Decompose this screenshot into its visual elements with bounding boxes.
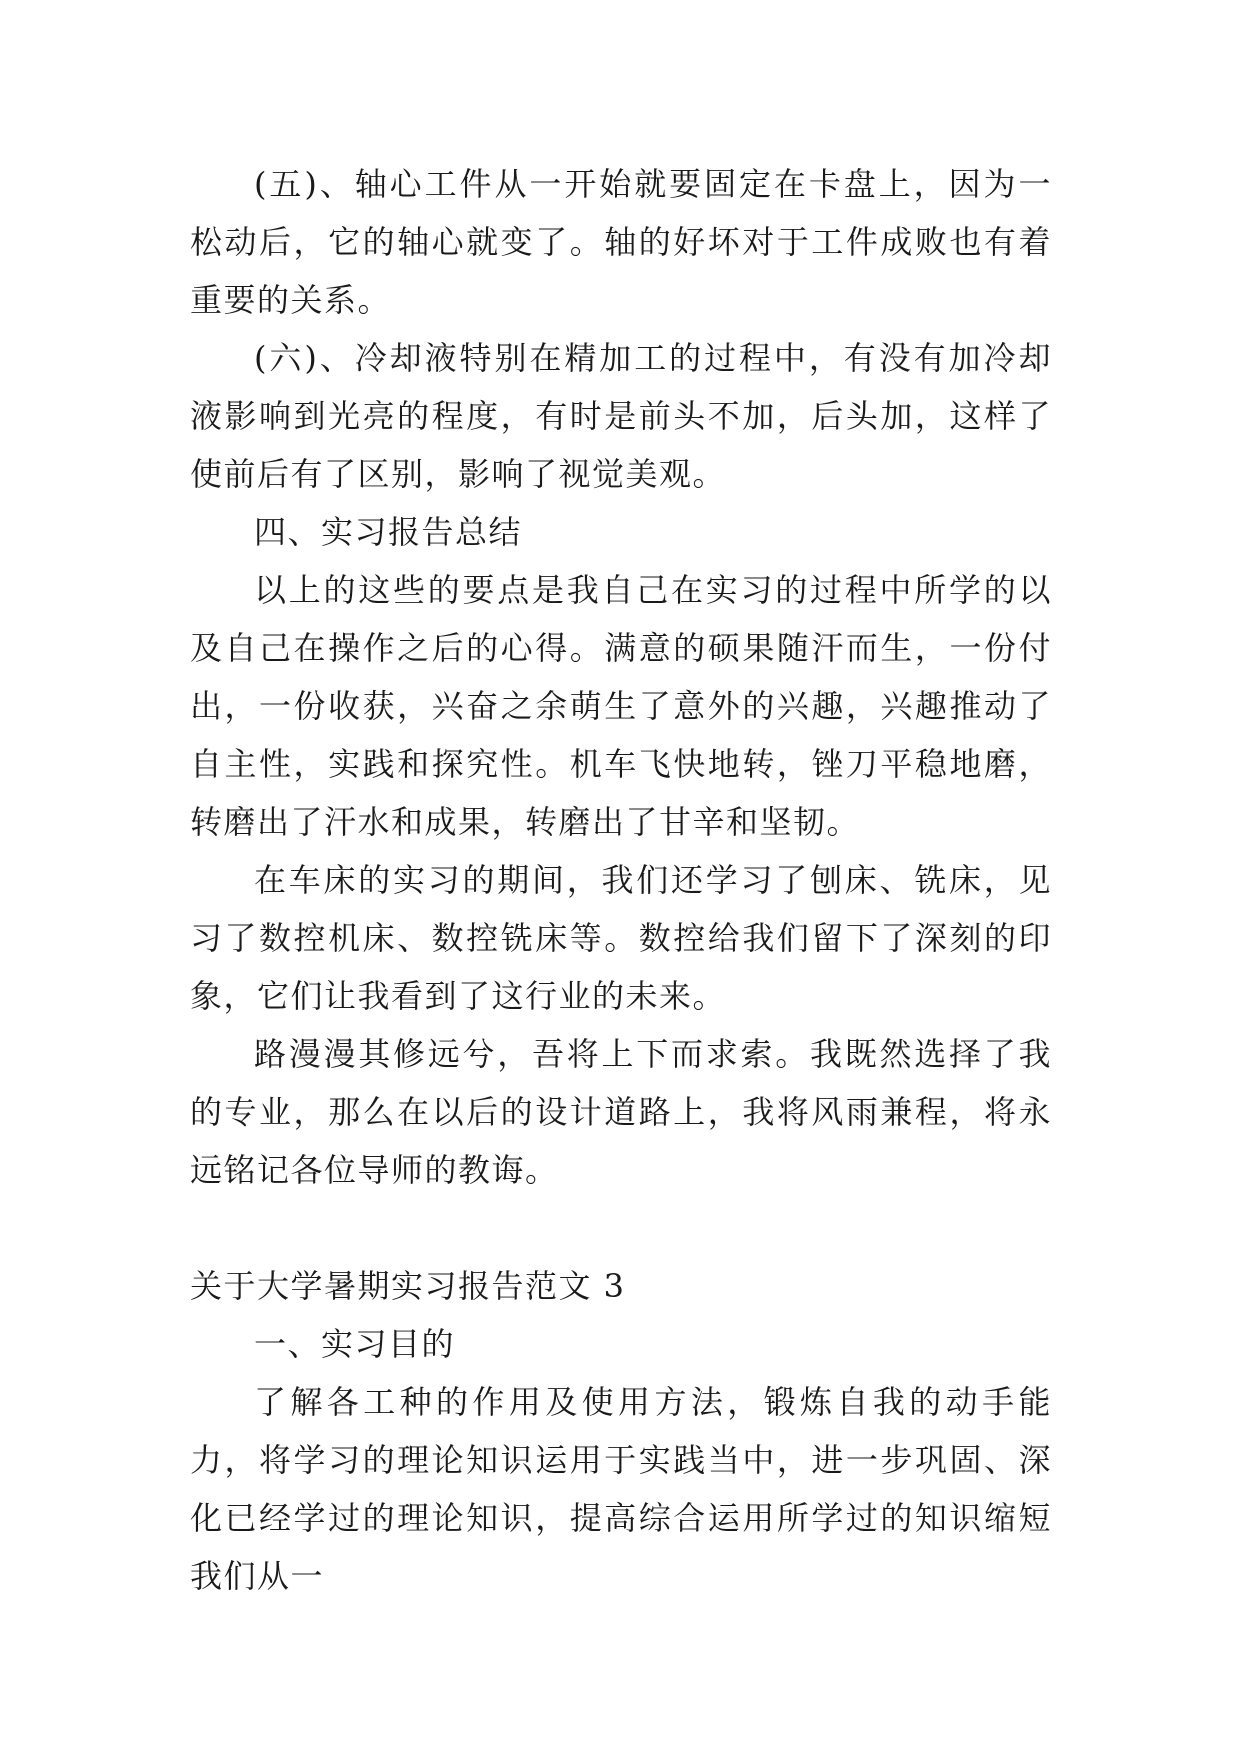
next-report-title: 关于大学暑期实习报告范文 3 <box>190 1267 626 1305</box>
document-body <box>190 155 1052 1605</box>
paragraph-six: (六)、冷却液特别在精加工的过程中，有没有加冷却液影响到光亮的程度，有时是前头不加，后头加，这样了使前后有了区别，影响了视觉美观。 <box>190 339 1052 493</box>
section-four-heading: 四、实习报告总结 <box>254 513 523 551</box>
summary-paragraph-3: 路漫漫其修远兮，吾将上下而求索。我既然选择了我的专业，那么在以后的设计道路上，我将风雨兼程，将永远铭记各位导师的教诲。 <box>190 1035 1052 1189</box>
paragraph-five: (五)、轴心工件从一开始就要固定在卡盘上，因为一松动后，它的轴心就变了。轴的好坏对于工件成败也有着重要的关系。 <box>190 165 1052 319</box>
summary-paragraph-1: 以上的这些的要点是我自己在实习的过程中所学的以及自己在操作之后的心得。满意的硕果随汗而生，一份付出，一份收获，兴奋之余萌生了意外的兴趣，兴趣推动了自主性，实践和探究性。机车飞快地转，锉刀平稳地磨，转磨出了汗水和成果，转磨出了甘辛和坚韧。 <box>190 571 1052 841</box>
summary-paragraph-2: 在车床的实习的期间，我们还学习了刨床、铣床，见习了数控机床、数控铣床等。数控给我们留下了深刻的印象，它们让我看到了这行业的未来。 <box>190 861 1052 1015</box>
purpose-paragraph: 了解各工种的作用及使用方法，锻炼自我的动手能力，将学习的理论知识运用于实践当中，进一步巩固、深化已经学过的理论知识，提高综合运用所学过的知识缩短我们从一 <box>190 1383 1052 1595</box>
section-one-heading: 一、实习目的 <box>254 1325 456 1363</box>
